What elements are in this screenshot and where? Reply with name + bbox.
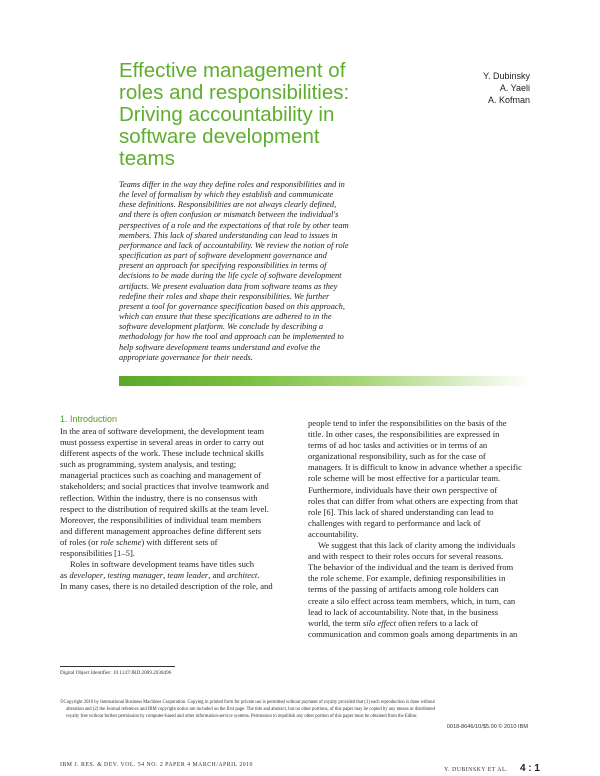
abstract-line: members. This lack of shared understanding can lead to issues in: [119, 230, 338, 240]
body-line: lead to lack of accountability. Note that, in the business: [308, 606, 499, 617]
body-line: Furthermore, individuals have their own perspective of: [308, 484, 498, 495]
copyright-line: royalty free without further permission by computer-based and other information-service systems. Permission to republish any other portion of this paper must be obtained from the Editor.: [66, 714, 418, 719]
body-line: managerial practices such as coaching and management of: [60, 470, 262, 481]
abstract-line: present a tool for governance specification based on this approach,: [119, 301, 345, 311]
abstract-line: and there is often confusion or mismatch between the individual's: [119, 210, 339, 220]
page-footer-right: [444, 758, 540, 776]
body-line: people tend to infer the responsibilities on the basis of the: [308, 418, 507, 428]
title-line: Driving accountability in: [119, 103, 335, 126]
copyright-notice: [60, 699, 545, 720]
running-authors: Y. DUBINSKY ET AL.: [444, 767, 508, 773]
body-line: Roles in software development teams have titles such: [70, 559, 255, 570]
body-line: title. In other cases, the responsibilities are expressed in: [308, 429, 500, 440]
abstract-line: perspectives of a role and the expectations of that role by other team: [119, 220, 349, 230]
abstract-line: software development platform. We conclude by describing a: [119, 322, 324, 332]
issn-line: 0018-8646/10/$5.00 © 2010 IBM: [446, 724, 528, 730]
journal-footer: IBM J. RES. & DEV. VOL. 54 NO. 2 PAPER 4 MARCH/APRIL 2010: [60, 762, 253, 768]
body-column-left: [60, 414, 300, 592]
body-line: stakeholders; and social practices that involve teamwork and: [60, 481, 269, 492]
body-line: world, the term silo effect often refers to a lack of: [308, 617, 479, 628]
author-list: [483, 70, 530, 106]
green-gradient-bar: [119, 376, 531, 386]
author-name: A. Yaeli: [499, 83, 530, 93]
body-line: organizational responsibility, such as for the case of: [308, 451, 486, 462]
abstract-line: these definitions. Responsibilities are not always clearly defined,: [119, 200, 337, 210]
author-name: A. Kofman: [487, 95, 530, 105]
body-line: as developer, testing manager, team leader, and architect.: [60, 570, 260, 581]
body-line: Moreover, the responsibilities of individual team members: [60, 514, 262, 525]
section-heading: 1. Introduction: [60, 414, 118, 424]
title-line: software development: [119, 125, 320, 148]
abstract-line: Teams differ in the way they define roles and responsibilities and in: [119, 180, 345, 189]
article-title: [119, 60, 379, 170]
abstract-line: the level of formalism by which they establish and communicate: [119, 190, 334, 200]
abstract-line: decisions to be made during the life cycle of software development: [119, 271, 342, 281]
body-line: the role scheme. For example, defining responsibilities in: [308, 573, 506, 584]
body-column-right: [308, 418, 548, 640]
body-line: respect to the distribution of required skills at the team level.: [60, 503, 269, 514]
body-line: of roles (or role scheme) with different sets of: [60, 536, 218, 547]
body-line: terms of the passing of artifacts among role holders can: [308, 584, 499, 595]
body-line: must possess expertise in several areas in order to carry out: [60, 437, 264, 448]
body-line: roles that can differ from what others are expecting from that: [308, 495, 518, 506]
title-line: teams: [119, 147, 175, 170]
body-line: In the area of software development, the development team: [60, 426, 265, 436]
abstract-line: redefine their roles and shape their responsibilities. We further: [119, 291, 330, 301]
abstract-line: which can ensure that these specifications are adhered to in the: [119, 312, 332, 322]
body-line: role [6]. This lack of shared understanding can lead to: [308, 506, 494, 517]
page-number: 4 : 1: [519, 763, 540, 774]
abstract-line: specification as part of software development governance and: [119, 251, 327, 261]
abstract-line: methodology for how the tool and approach can be implemented to: [119, 332, 344, 342]
abstract-line: appropriate governance for their needs.: [119, 352, 253, 362]
author-name: Y. Dubinsky: [483, 71, 530, 81]
abstract: [119, 180, 369, 363]
abstract-line: present an approach for specifying responsibilities in terms of: [119, 261, 327, 271]
abstract-line: artifacts. We present evaluation data from software teams as they: [119, 281, 338, 291]
body-line: create a silo effect across team members, which, in turn, can: [308, 595, 516, 606]
body-line: communication and common goals among departments in an: [308, 628, 518, 639]
title-line: roles and responsibilities:: [119, 81, 350, 104]
body-line: terms of ad hoc tasks and activities or in terms of an: [308, 440, 488, 451]
body-line: and different management approaches define different sets: [60, 525, 262, 536]
body-line: managers. It is difficult to know in advance whether a specific: [308, 462, 522, 473]
body-line: and with respect to their roles occurs for several reasons.: [308, 551, 504, 562]
footnote-rule: [60, 666, 175, 667]
copyright-line: ©Copyright 2010 by International Business Machines Corporation. Copying in printed form for private use is permitted without payment of royalty provided that (1) each reproduction is done without: [60, 700, 435, 705]
body-line: reflection. Within the industry, there is no consensus with: [60, 492, 258, 503]
body-line: We suggest that this lack of clarity among the individuals: [318, 540, 516, 551]
body-line: different aspects of the work. These include technical skills: [60, 448, 264, 459]
body-line: accountability.: [308, 528, 359, 539]
body-line: In many cases, there is no detailed description of the role, and: [60, 581, 273, 592]
abstract-line: performance and lack of accountability. We review the notion of role: [119, 240, 349, 250]
abstract-line: help software development teams understand and evolve the: [119, 342, 321, 352]
body-line: The behavior of the individual and the team is derived from: [308, 562, 514, 573]
title-line: Effective management of: [119, 59, 346, 82]
body-line: role scheme will be most effective for a particular team.: [308, 473, 501, 484]
doi-footnote: Digital Object Identifier: 10.1147/JRD.2009.2038496: [60, 670, 172, 676]
body-line: such as programming, system analysis, and testing;: [60, 459, 237, 470]
body-line: challenges with regard to performance and lack of: [308, 517, 481, 528]
copyright-line: alteration and (2) the Journal reference and IBM copyright notice are included on the first page. The title and abstract, but no other portions, of this paper may be copied by any means or distributed: [66, 707, 435, 712]
body-line: responsibilities [1–5].: [60, 548, 135, 559]
